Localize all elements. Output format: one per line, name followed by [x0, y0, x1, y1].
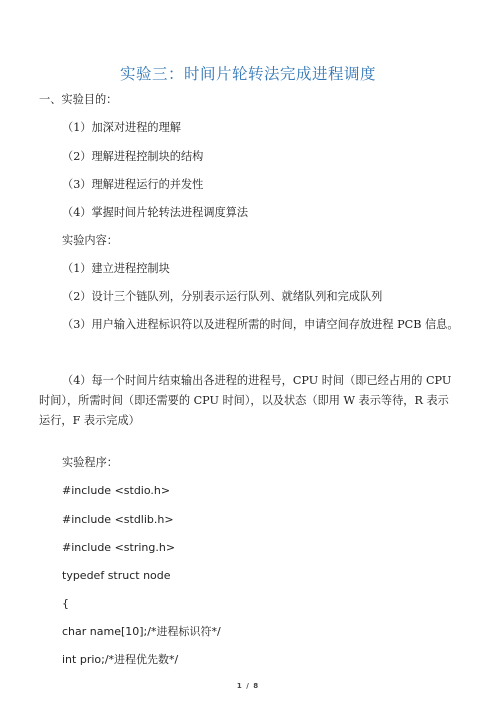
purpose-item: （2）理解进程控制块的结构	[62, 150, 204, 163]
code-line: #include <string.h>	[62, 541, 176, 554]
content-item: （1）建立进程控制块	[62, 262, 170, 275]
content-heading: 实验内容：	[62, 234, 118, 247]
content-item: （2）设计三个链队列，分别表示运行队列、就绪队列和完成队列	[62, 290, 383, 303]
program-heading: 实验程序：	[62, 456, 118, 469]
content-item: （4）每一个时间片结束输出各进程的进程号，CPU 时间（即已经占用的 CPU 时间），所需时间（即还需要的 CPU 时间），以及状态（即用 W 表示等待，R 表示运行，F 表示完成）	[39, 374, 452, 427]
document-title: 实验三：时间片轮转法完成进程调度	[119, 65, 376, 83]
purpose-heading: 一、实验目的：	[39, 93, 118, 106]
code-line: #include <stdio.h>	[62, 484, 171, 497]
purpose-item: （3）理解进程运行的并发性	[62, 178, 204, 191]
code-line: #include <stdlib.h>	[62, 513, 174, 526]
code-line: typedef struct node	[62, 569, 171, 582]
purpose-item: （1）加深对进程的理解	[62, 121, 181, 134]
code-line: char name[10];/*进程标识符*/	[62, 625, 221, 638]
content-item: （3）用户输入进程标识符以及进程所需的时间，申请空间存放进程 PCB 信息。	[62, 318, 459, 331]
code-line: {	[62, 597, 69, 610]
page-number: 1 / 8	[236, 682, 260, 690]
purpose-item: （4）掌握时间片轮转法进程调度算法	[62, 206, 249, 219]
code-line: int prio;/*进程优先数*/	[62, 653, 179, 666]
